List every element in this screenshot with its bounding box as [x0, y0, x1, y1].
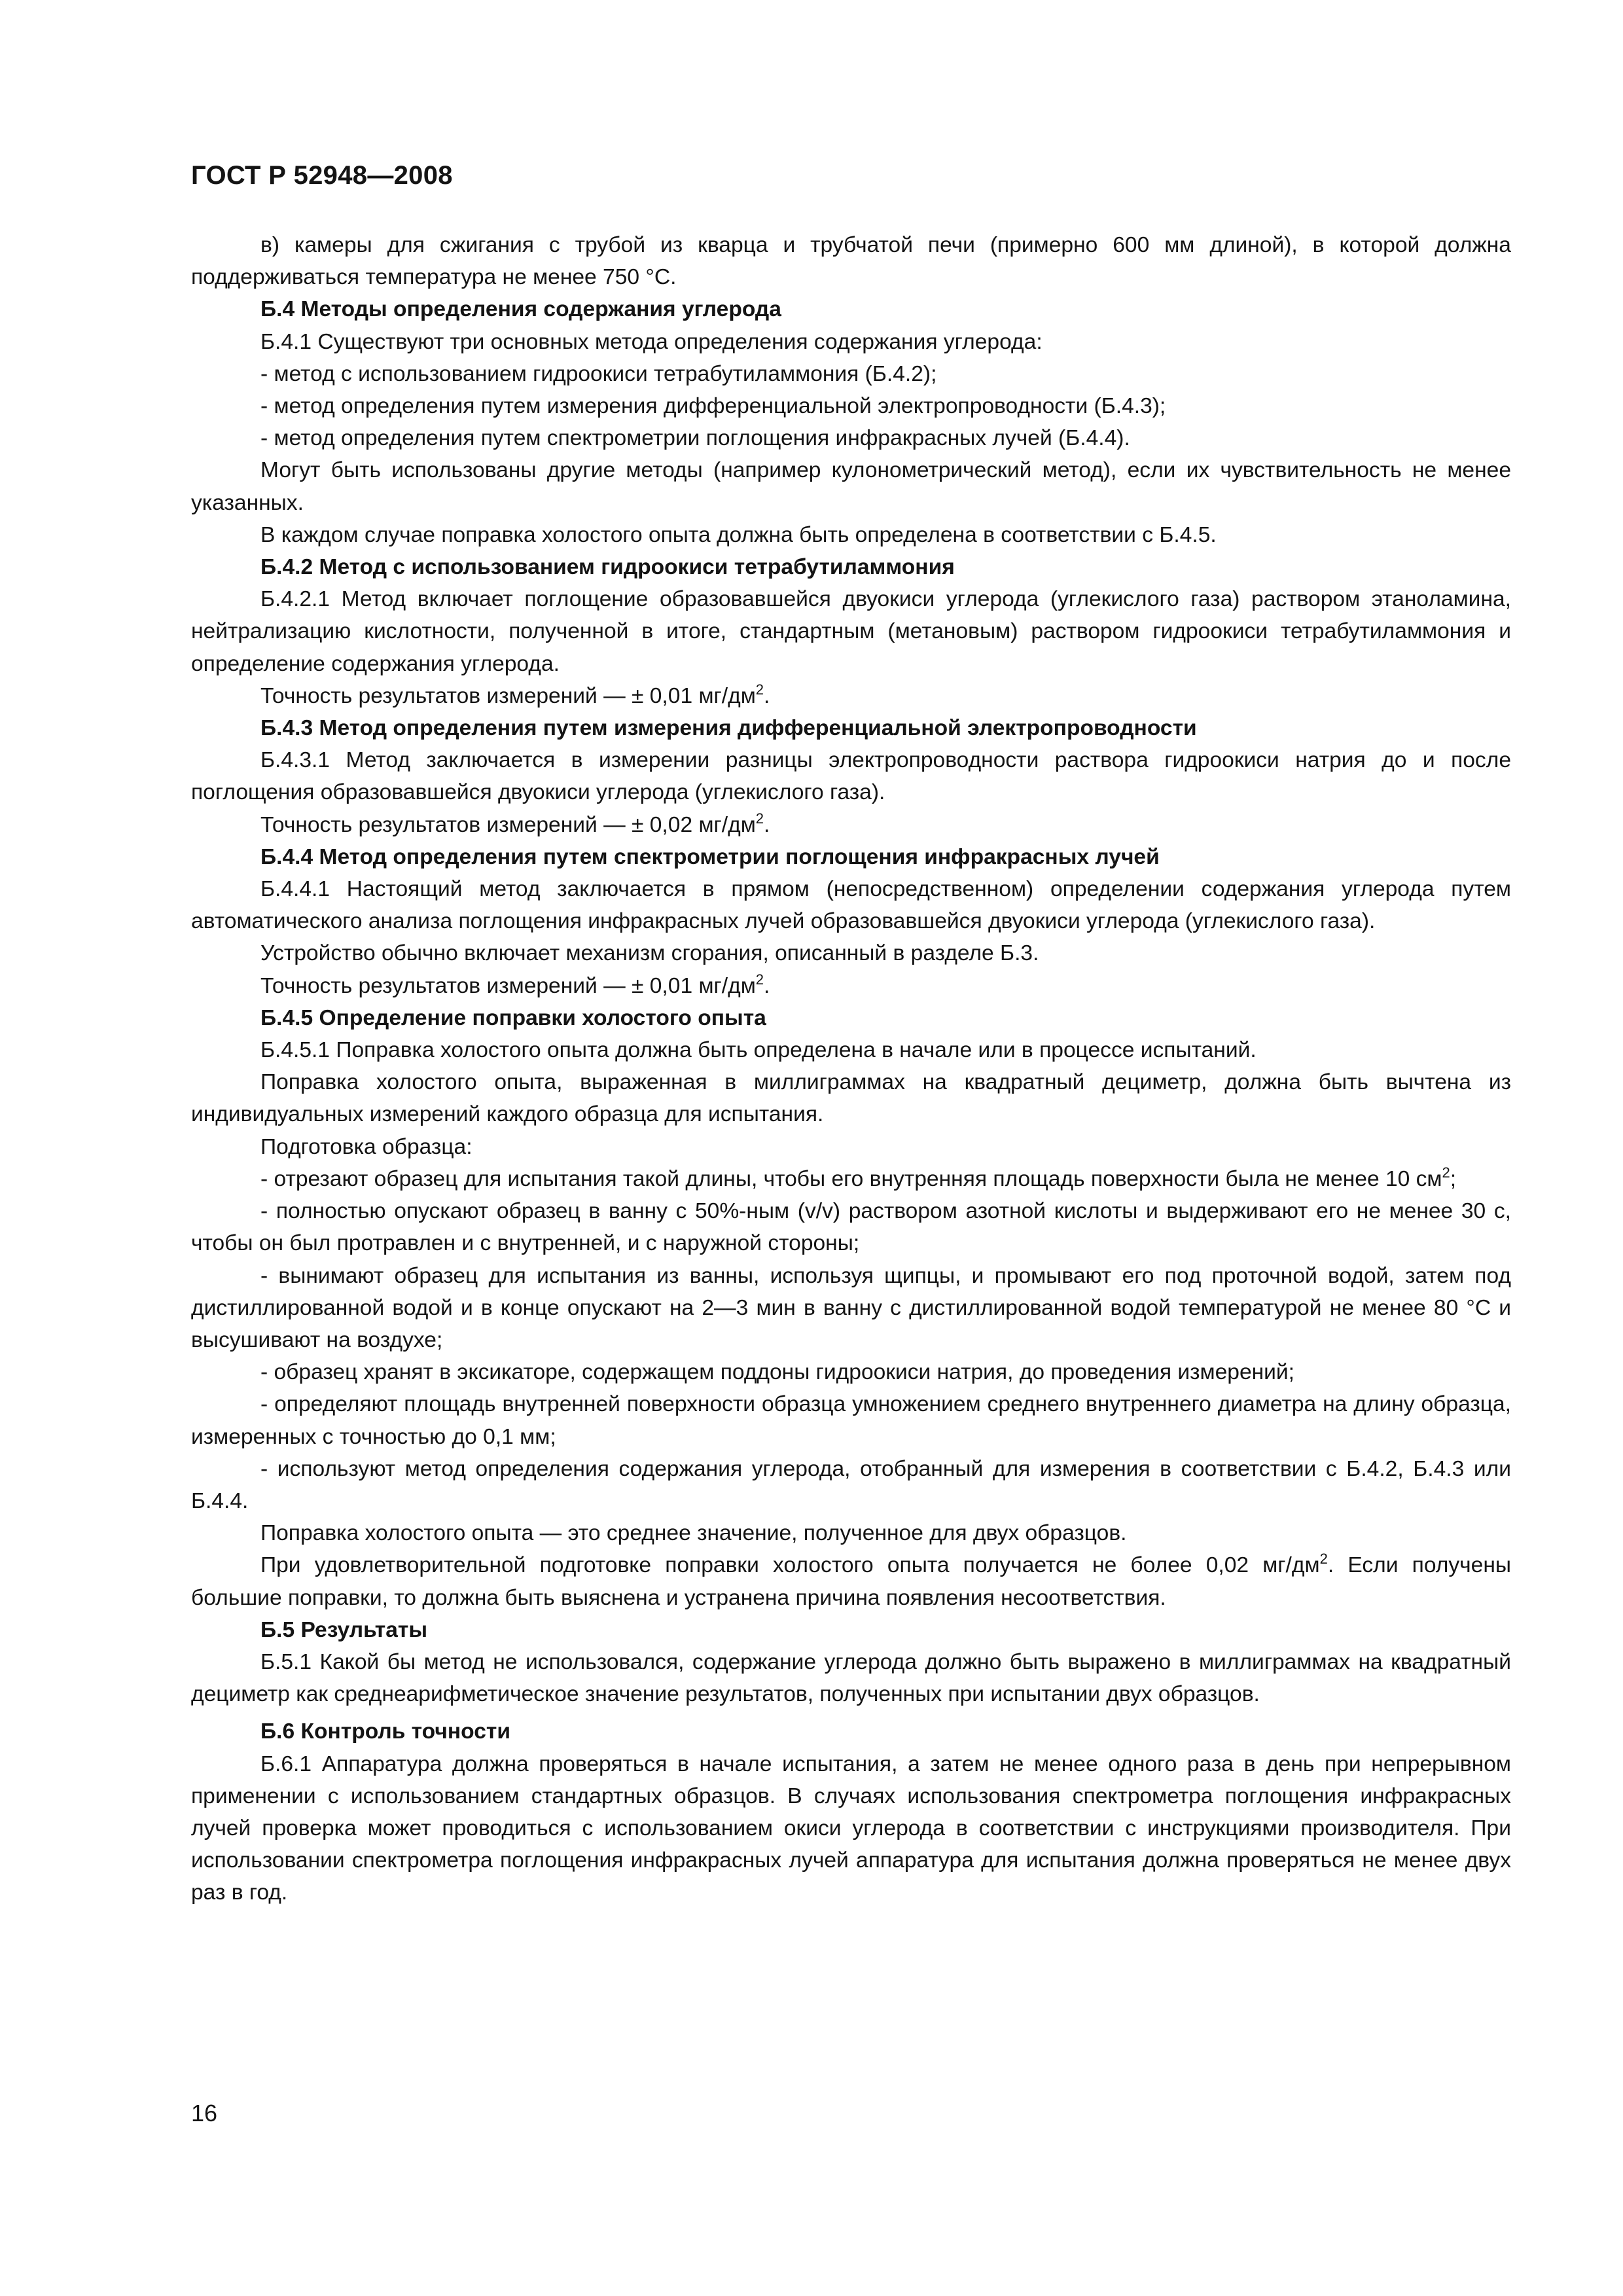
section-heading [191, 551, 1511, 583]
paragraph-text-continuation: . [764, 973, 770, 998]
paragraph-text: При удовлетворительной подготовке поправки холостого опыта получается не более 0,02 мг/дм [260, 1553, 1320, 1578]
list-item [191, 1163, 1511, 1195]
paragraph-text: - метод определения путем спектрометрии поглощения инфракрасных лучей (Б.4.4). [260, 426, 1130, 451]
paragraph-text: Точность результатов измерений — ± 0,01 мг/дм [260, 683, 756, 708]
paragraph-text: Б.4.4.1 Настоящий метод заключается в прямом (непосредственном) определении содержания углерода путем автоматического анализа поглощения инфракрасных лучей образовавшейся двуокиси углерода (углекислого газа). [191, 877, 1511, 934]
paragraph-text: Б.4.3 Метод определения путем измерения дифференциальной электропроводности [260, 716, 1197, 741]
list-item [191, 422, 1511, 454]
section-heading [191, 1614, 1511, 1646]
paragraph-text: Могут быть использованы другие методы (например кулонометрический метод), если их чувствительность не менее указанных. [191, 458, 1511, 515]
paragraph-text: - отрезают образец для испытания такой длины, чтобы его внутренняя площадь поверхности была не менее 10 см [260, 1166, 1442, 1191]
document-body [191, 229, 1511, 1909]
superscript-exponent: 2 [755, 971, 764, 988]
superscript-exponent: 2 [755, 681, 764, 698]
body-paragraph [191, 326, 1511, 358]
list-item [191, 1195, 1511, 1259]
body-paragraph [191, 1517, 1511, 1549]
section-heading [191, 293, 1511, 325]
list-item [191, 1260, 1511, 1357]
paragraph-text-continuation: ; [1450, 1166, 1457, 1191]
paragraph-text: Б.4.1 Существуют три основных метода определения содержания углерода: [260, 329, 1043, 354]
superscript-exponent: 2 [1442, 1164, 1450, 1181]
paragraph-text: - используют метод определения содержания углерода, отобранный для измерения в соответствии с Б.4.2, Б.4.3 или Б.4.4. [191, 1456, 1511, 1513]
paragraph-text: В каждом случае поправка холостого опыта должна быть определена в соответствии с Б.4.5. [260, 522, 1217, 547]
body-paragraph [191, 1034, 1511, 1066]
paragraph-text: - полностью опускают образец в ванну с 50%-ным (v/v) раствором азотной кислоты и выдерживают его не менее 30 с, чтобы он был протравлен и с внутренней, и с наружной стороны; [191, 1199, 1511, 1256]
body-paragraph [191, 744, 1511, 808]
body-paragraph [191, 454, 1511, 518]
paragraph-text-continuation: . Если получены большие поправки, то должна быть выяснена и устранена причина появления несоответствия. [191, 1553, 1511, 1610]
paragraph-text: Б.6 Контроль точности [260, 1719, 510, 1744]
paragraph-text-continuation: . [764, 812, 770, 837]
paragraph-text: Б.6.1 Аппаратура должна проверяться в начале испытания, а затем не менее одного раза в день при непрерывном применении с использованием стандартных образцов. В случаях использования спектрометра поглощения инфракрасных лучей проверка может проводиться с использованием окиси углерода в соответствии с инструкциями производителя. При использовании спектрометра поглощения инфракрасных лучей аппаратура для испытания должна проверяться не менее двух раз в год. [191, 1751, 1511, 1905]
paragraph-text: Точность результатов измерений — ± 0,02 мг/дм [260, 812, 756, 837]
paragraph-text-continuation: . [764, 683, 770, 708]
paragraph-text: Поправка холостого опыта, выраженная в миллиграммах на квадратный дециметр, должна быть вычтена из индивидуальных измерений каждого образца для испытания. [191, 1070, 1511, 1127]
body-paragraph [191, 519, 1511, 551]
list-item [191, 1356, 1511, 1388]
body-paragraph [191, 1646, 1511, 1710]
page-number: 16 [191, 2100, 218, 2126]
body-paragraph [191, 1549, 1511, 1613]
section-heading [191, 1715, 1511, 1748]
body-paragraph [191, 680, 1511, 712]
list-item [191, 1388, 1511, 1452]
body-paragraph [191, 583, 1511, 680]
body-paragraph [191, 937, 1511, 969]
paragraph-text: Б.4.5.1 Поправка холостого опыта должна быть определена в начале или в процессе испытаний. [260, 1038, 1257, 1063]
paragraph-text: Точность результатов измерений — ± 0,01 мг/дм [260, 973, 756, 998]
body-paragraph [191, 970, 1511, 1002]
body-paragraph [191, 1131, 1511, 1163]
superscript-exponent: 2 [755, 810, 764, 827]
body-paragraph [191, 873, 1511, 937]
paragraph-text: Б.5 Результаты [260, 1617, 428, 1642]
list-item [191, 358, 1511, 390]
list-item [191, 390, 1511, 422]
paragraph-text: Поправка холостого опыта — это среднее значение, полученное для двух образцов. [260, 1521, 1127, 1546]
paragraph-text: - образец хранят в эксикаторе, содержащем поддоны гидроокиси натрия, до проведения измерений; [260, 1360, 1295, 1385]
paragraph-text: Б.4.2.1 Метод включает поглощение образовавшейся двуокиси углерода (углекислого газа) раствором этаноламина, нейтрализацию кислотности, полученной в итоге, стандартным (метановым) раствором гидроокиси тетрабутиламмония и определение содержания углерода. [191, 587, 1511, 676]
paragraph-text: Устройство обычно включает механизм сгорания, описанный в разделе Б.3. [260, 941, 1039, 966]
paragraph-text: Б.4.2 Метод с использованием гидроокиси тетрабутиламмония [260, 555, 955, 580]
document-header: ГОСТ Р 52948—2008 [191, 161, 453, 190]
paragraph-text: Б.4.3.1 Метод заключается в измерении разницы электропроводности раствора гидроокиси натрия до и после поглощения образовавшейся двуокиси углерода (углекислого газа). [191, 748, 1511, 805]
body-paragraph [191, 1748, 1511, 1909]
paragraph-text: - определяют площадь внутренней поверхности образца умножением среднего внутреннего диаметра на длину образца, измеренных с точностью до 0,1 мм; [191, 1392, 1511, 1449]
paragraph-text: - метод с использованием гидроокиси тетрабутиламмония (Б.4.2); [260, 361, 937, 386]
section-heading [191, 712, 1511, 744]
paragraph-text: Б.4.5 Определение поправки холостого опыта [260, 1005, 766, 1030]
paragraph-text: Б.4 Методы определения содержания углерода [260, 297, 781, 322]
list-item [191, 1453, 1511, 1517]
paragraph-text: Б.4.4 Метод определения путем спектрометрии поглощения инфракрасных лучей [260, 844, 1160, 869]
paragraph-text: в) камеры для сжигания с трубой из кварца и трубчатой печи (примерно 600 мм длиной), в которой должна поддерживаться температура не менее 750 °С. [191, 233, 1511, 290]
paragraph-text: - метод определения путем измерения дифференциальной электропроводности (Б.4.3); [260, 394, 1166, 419]
body-paragraph [191, 809, 1511, 841]
superscript-exponent: 2 [1319, 1551, 1328, 1568]
section-heading [191, 841, 1511, 873]
section-heading [191, 1002, 1511, 1034]
paragraph-text: - вынимают образец для испытания из ванны, используя щипцы, и промывают его под проточной водой, затем под дистиллированной водой и в конце опускают на 2—3 мин в ванну с дистиллированной водой температурой не менее 80 °С и высушивают на воздухе; [191, 1263, 1511, 1352]
body-paragraph [191, 229, 1511, 293]
body-paragraph [191, 1066, 1511, 1130]
paragraph-text: Подготовка образца: [260, 1134, 473, 1159]
paragraph-text: Б.5.1 Какой бы метод не использовался, содержание углерода должно быть выражено в миллиграммах на квадратный дециметр как среднеарифметическое значение результатов, полученных при испытании двух образцов. [191, 1649, 1511, 1707]
